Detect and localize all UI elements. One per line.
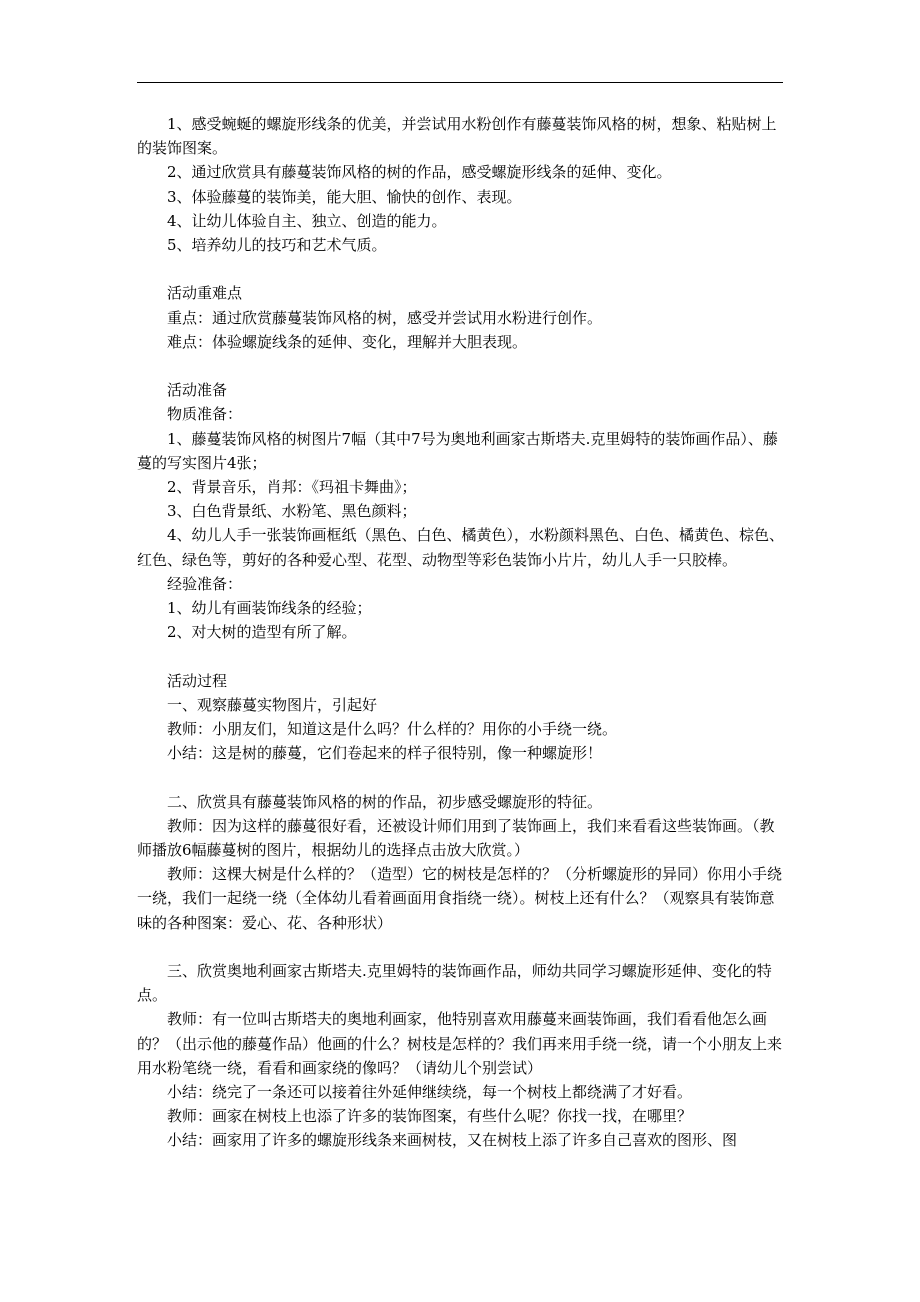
paragraph: 重点：通过欣赏藤蔓装饰风格的树，感受并尝试用水粉进行创作。 [167,308,603,327]
paragraph-gap [137,257,785,281]
paragraph: 活动重难点 [167,284,243,303]
paragraph: 小结：画家用了许多的螺旋形线条来画树枝，又在树枝上添了许多自己喜欢的图形、图 [167,1131,738,1150]
paragraph: 教师：这棵大树是什么样的？（造型）它的树枝是怎样的？（分析螺旋形的异同）你用小手绕一绕，我们一起绕一绕（全体幼儿看着画面用食指绕一绕）。树枝上还有什么？（观察具有装饰意味的各种图案：爱心、花、各种形状） [137,865,783,932]
paragraph: 3、体验藤蔓的装饰美，能大胆、愉快的创作、表现。 [167,187,522,206]
paragraph: 教师：有一位叫古斯塔夫的奥地利画家，他特别喜欢用藤蔓来画装饰画，我们看看他怎么画的？（出示他的藤蔓作品）他画的什么？树枝是怎样的？我们再来用手绕一绕，请一个小朋友上来用水粉笔绕一绕，看看和画家绕的像吗？（请幼儿个别尝试） [137,1010,783,1077]
paragraph: 2、通过欣赏具有藤蔓装饰风格的树的作品，感受螺旋形线条的延伸、变化。 [167,163,672,182]
paragraph-gap [137,935,785,959]
paragraph: 3、白色背景纸、水粉笔、黑色颜料； [167,502,417,521]
paragraph: 1、感受蜿蜒的螺旋形线条的优美，并尝试用水粉创作有藤蔓装饰风格的树，想象、粘贴树上的装饰图案。 [137,115,777,158]
paragraph: 物质准备： [167,405,243,424]
paragraph: 2、背景音乐，肖邦：《玛祖卡舞曲》； [167,478,417,497]
document-body [137,112,785,1153]
paragraph: 教师：画家在树枝上也添了许多的装饰图案，有些什么呢？你找一找，在哪里？ [167,1107,693,1126]
paragraph-gap [137,765,785,789]
paragraph: 一、观察藤蔓实物图片，引起好 [167,695,378,714]
paragraph: 三、欣赏奥地利画家古斯塔夫.克里姆特的装饰画作品，师幼共同学习螺旋形延伸、变化的特点。 [137,962,772,1005]
paragraph: 4、让幼儿体验自主、独立、创造的能力。 [167,211,447,230]
paragraph: 难点：体验螺旋线条的延伸、变化，理解并大胆表现。 [167,332,528,351]
paragraph: 小结：绕完了一条还可以接着往外延伸继续绕，每一个树枝上都绕满了才好看。 [167,1083,693,1102]
header-rule [137,82,783,83]
paragraph: 2、对大树的造型有所了解。 [167,623,357,642]
paragraph: 4、幼儿人手一张装饰画框纸（黑色、白色、橘黄色），水粉颜料黑色、白色、橘黄色、棕色、红色、绿色等，剪好的各种爱心型、花型、动物型等彩色装饰小片片，幼儿人手一只胶棒。 [137,526,785,569]
paragraph: 教师：小朋友们，知道这是什么吗？什么样的？用你的小手绕一绕。 [167,720,618,739]
paragraph: 二、欣赏具有藤蔓装饰风格的树的作品，初步感受螺旋形的特征。 [167,792,603,811]
paragraph: 小结：这是树的藤蔓，它们卷起来的样子很特别，像一种螺旋形！ [167,744,603,763]
paragraph: 活动准备 [167,381,228,400]
paragraph-gap [137,354,785,378]
paragraph: 1、藤蔓装饰风格的树图片7幅（其中7号为奥地利画家古斯塔夫.克里姆特的装饰画作品）、藤蔓的写实图片4张； [137,429,778,472]
paragraph: 1、幼儿有画装饰线条的经验； [167,599,372,618]
paragraph-gap [137,644,785,668]
paragraph: 活动过程 [167,671,228,690]
paragraph: 教师：因为这样的藤蔓很好看，还被设计师们用到了装饰画上，我们来看看这些装饰画。（教师播放6幅藤蔓树的图片，根据幼儿的选择点击放大欣赏。） [137,816,775,860]
paragraph: 5、培养幼儿的技巧和艺术气质。 [167,236,387,255]
paragraph: 经验准备： [167,574,243,593]
